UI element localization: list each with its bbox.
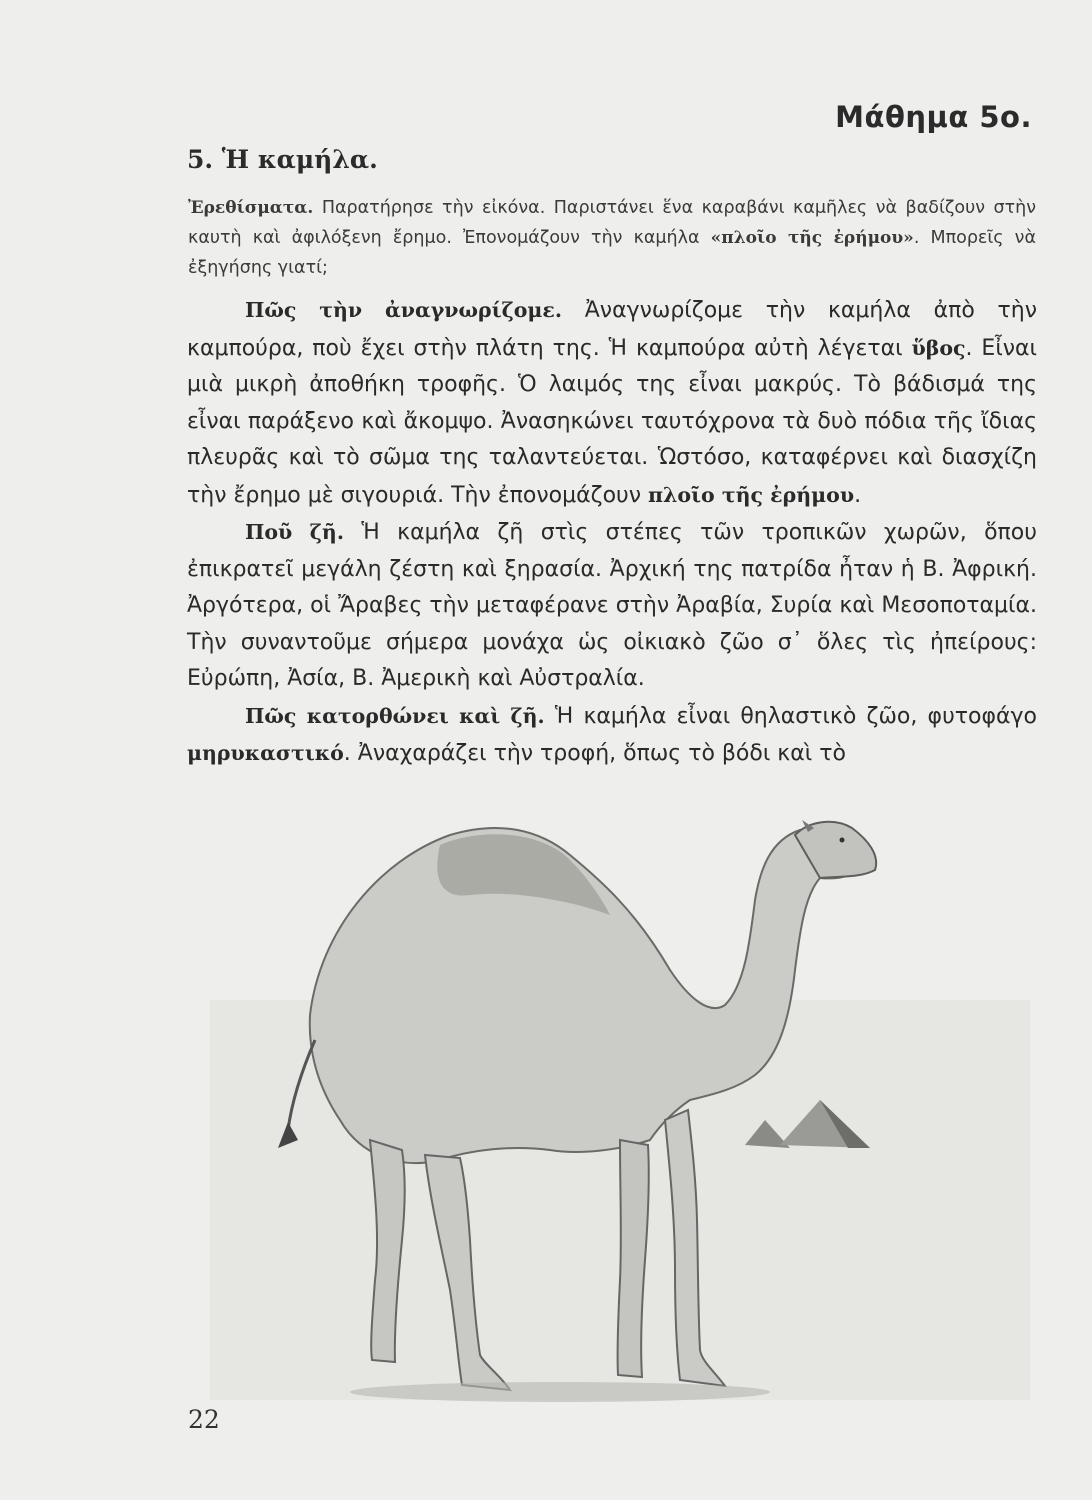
recognize-text-1: Ἀναγνωρίζομε τὴν καμήλα ἀπὸ τὴν καμπούρα, ποὺ ἔχει στὴν πλάτη της. Ἡ καμπούρα αὐτὴ λέγεται xyxy=(187,298,1037,361)
stimuli-label: Ἐρεθίσματα. xyxy=(188,198,314,218)
term-hump: ὕβος xyxy=(911,335,966,360)
stimuli-text-2: . Μπορεῖς νὰ ἐξηγήσης γιατί; xyxy=(188,228,1036,278)
camel-illustration xyxy=(180,800,1060,1420)
ground-shadow xyxy=(350,1382,770,1402)
paragraph-survival xyxy=(187,698,1037,773)
lesson-body xyxy=(187,292,1037,773)
heading-survival: Πῶς κατορθώνει καὶ ζῆ. xyxy=(245,703,545,728)
heading-recognize: Πῶς τὴν ἀναγνωρίζομε. xyxy=(245,298,563,322)
survival-text-1: Ἡ καμήλα εἶναι θηλαστικὸ ζῶο, φυτοφάγο xyxy=(544,703,1037,729)
eye-icon xyxy=(840,838,845,843)
habitat-text: Ἡ καμήλα ζῆ στὶς στέπες τῶν τροπικῶν χωρῶν, ὅπου ἐπικρατεῖ μεγάλη ζέστη καὶ ξηρασία. Ἀρχική της πατρίδα ἦταν ἡ Β. Ἀφρική. Ἀργότερα, οἱ Ἄραβες τὴν μεταφέρανε στὴν Ἀραβία, Συρία καὶ Μεσοποταμία. Τὴν συναντοῦμε σήμερα μονάχα ὡς οἰκιακὸ ζῶο σ᾽ ὅλες τὶς ἠπείρους: Εὐρώπη, Ἀσία, Β. Ἀμερικὴ καὶ Αὐστραλία. xyxy=(187,520,1037,691)
term-ruminant: μηρυκαστικό xyxy=(187,741,344,765)
heading-habitat: Ποῦ ζῆ. xyxy=(245,520,344,544)
chapter-title: 5. Ἡ καμήλα. xyxy=(187,145,378,174)
stimuli-paragraph xyxy=(188,193,1036,283)
stimuli-text-1: Παρατήρησε τὴν εἰκόνα. Παριστάνει ἕνα καραβάνι καμῆλες νὰ βαδίζουν στὴν καυτὴ καὶ ἀφιλόξενη ἔρημο. Ἐπονομάζουν τὴν καμήλα xyxy=(188,198,1036,248)
survival-text-2: . Ἀναχαράζει τὴν τροφή, ὅπως τὸ βόδι καὶ τὸ xyxy=(343,741,846,766)
term-ship-of-desert: πλοῖο τῆς ἐρήμου xyxy=(648,482,855,507)
recognize-text-2: . Εἶναι μιὰ μικρὴ ἀποθήκη τροφῆς. Ὁ λαιμός της εἶναι μακρύς. Τὸ βάδισμά της εἶναι παράξενο καὶ ἄκομψο. Ἀνασηκώνει ταυτόχρονα τὰ δυὸ πόδια τῆς ἴδιας πλευρᾶς καὶ τὸ σῶμα της ταλαντεύεται. Ὡστόσο, καταφέρνει καὶ διασχίζη τὴν ἔρημο μὲ σιγουριά. Τὴν ἐπονομάζουν xyxy=(187,335,1038,508)
stimuli-emphasis: «πλοῖο τῆς ἐρήμου» xyxy=(710,228,914,248)
paragraph-recognize xyxy=(187,292,1037,514)
recognize-text-3: . xyxy=(854,482,862,508)
lesson-number: Μάθημα 5ο. xyxy=(835,100,1032,134)
paragraph-habitat xyxy=(187,514,1037,698)
camel-drawing xyxy=(180,800,1060,1420)
page-number: 22 xyxy=(188,1405,220,1434)
